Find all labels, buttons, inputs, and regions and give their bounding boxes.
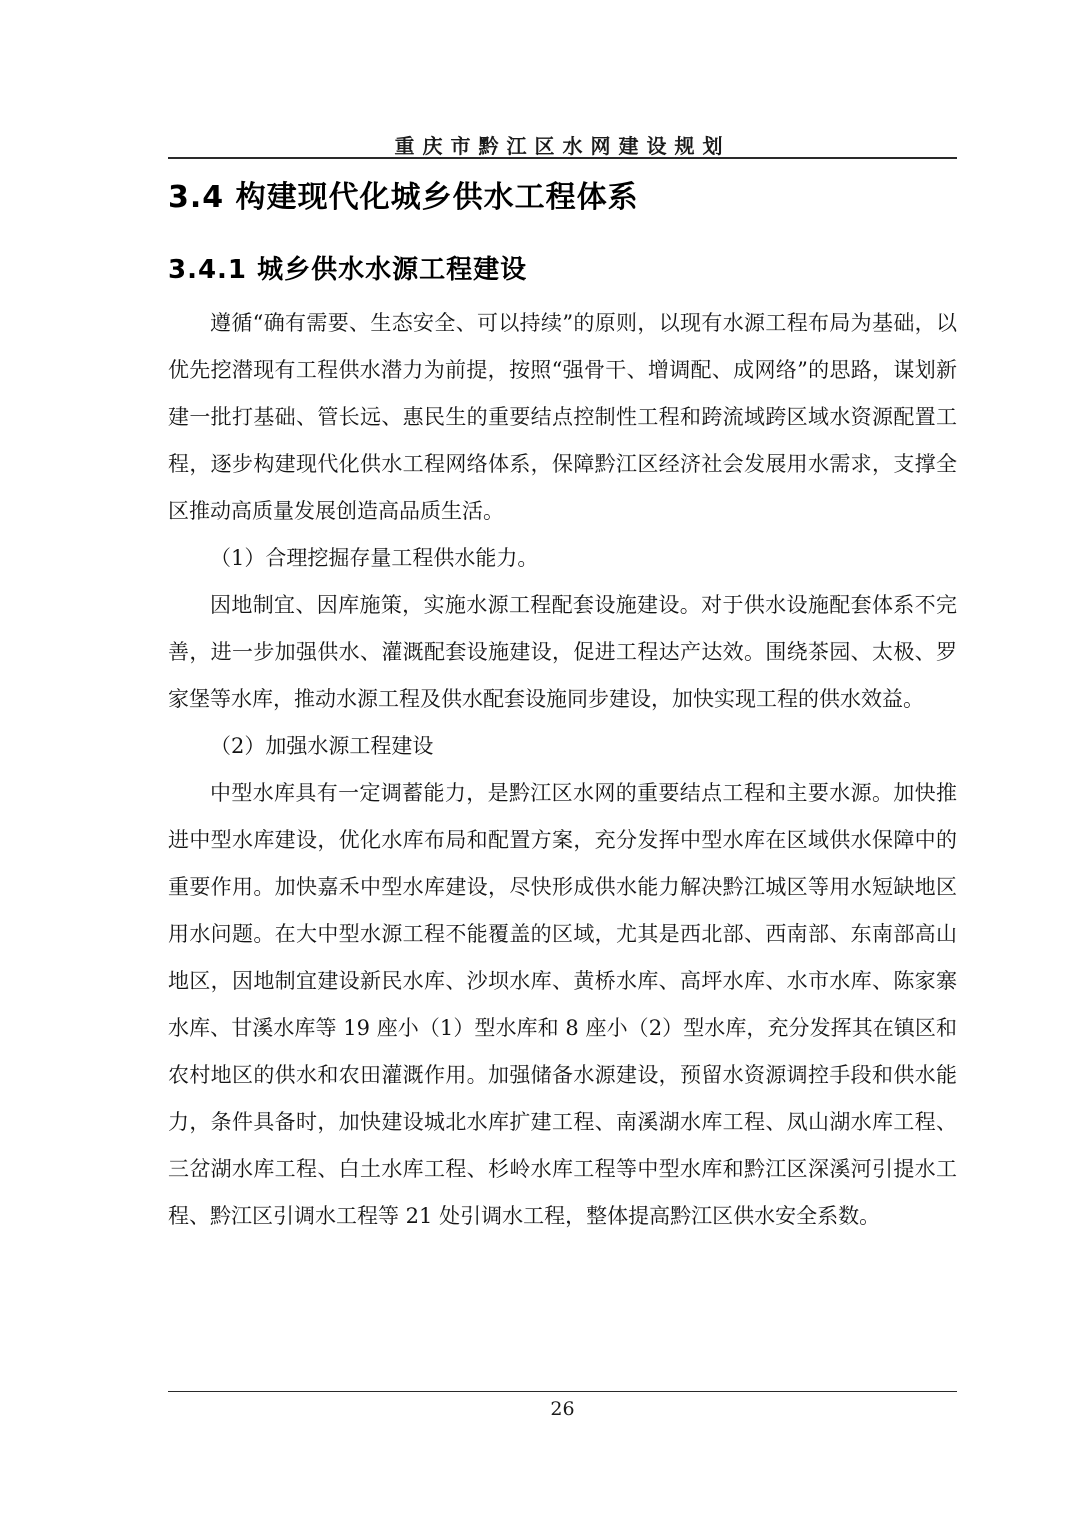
subsection-heading: 3.4.1 城乡供水水源工程建设: [168, 255, 528, 285]
section-heading: 3.4 构建现代化城乡供水工程体系: [168, 180, 639, 215]
body-paragraph-existing-capacity: 因地制宜、因库施策，实施水源工程配套设施建设。对于供水设施配套体系不完善，进一步加强供水、灌溉配套设施建设，促进工程达产达效。围绕茶园、太极、罗家堡等水库，推动水源工程及供水配套设施同步建设，加快实现工程的供水效益。: [168, 593, 957, 711]
header-divider: [168, 157, 957, 159]
page-header-title: 重庆市黔江区水网建设规划: [394, 134, 731, 158]
page-number: 26: [550, 1398, 575, 1420]
body-text: [168, 300, 957, 1240]
body-paragraph-intro: 遵循“确有需要、生态安全、可以持续”的原则，以现有水源工程布局为基础，以优先挖潜现有工程供水潜力为前提，按照“强骨干、增调配、成网络”的思路，谋划新建一批打基础、管长远、惠民生的重要结点控制性工程和跨流域跨区域水资源配置工程，逐步构建现代化供水工程网络体系，保障黔江区经济社会发展用水需求，支撑全区推动高质量发展创造高品质生活。: [168, 311, 957, 523]
list-item-2-heading: （2）加强水源工程建设: [210, 734, 434, 758]
footer-divider: [168, 1391, 957, 1392]
list-item-1-heading: （1）合理挖掘存量工程供水能力。: [210, 546, 539, 570]
body-paragraph-reservoir-construction: 中型水库具有一定调蓄能力，是黔江区水网的重要结点工程和主要水源。加快推进中型水库建设，优化水库布局和配置方案，充分发挥中型水库在区域供水保障中的重要作用。加快嘉禾中型水库建设，尽快形成供水能力解决黔江城区等用水短缺地区用水问题。在大中型水源工程不能覆盖的区域，尤其是西北部、西南部、东南部高山地区，因地制宜建设新民水库、沙坝水库、黄桥水库、高坪水库、水市水库、陈家寨水库、甘溪水库等 19 座小（1）型水库和 8 座小（2）型水库，充分发挥其在镇区和农村地区的供水和农田灌溉作用。加强储备水源建设，预留水资源调控手段和供水能力，条件具备时，加快建设城北水库扩建工程、南溪湖水库工程、凤山湖水库工程、三岔湖水库工程、白土水库工程、杉岭水库工程等中型水库和黔江区深溪河引提水工程、黔江区引调水工程等 21 处引调水工程，整体提高黔江区供水安全系数。: [168, 781, 957, 1228]
